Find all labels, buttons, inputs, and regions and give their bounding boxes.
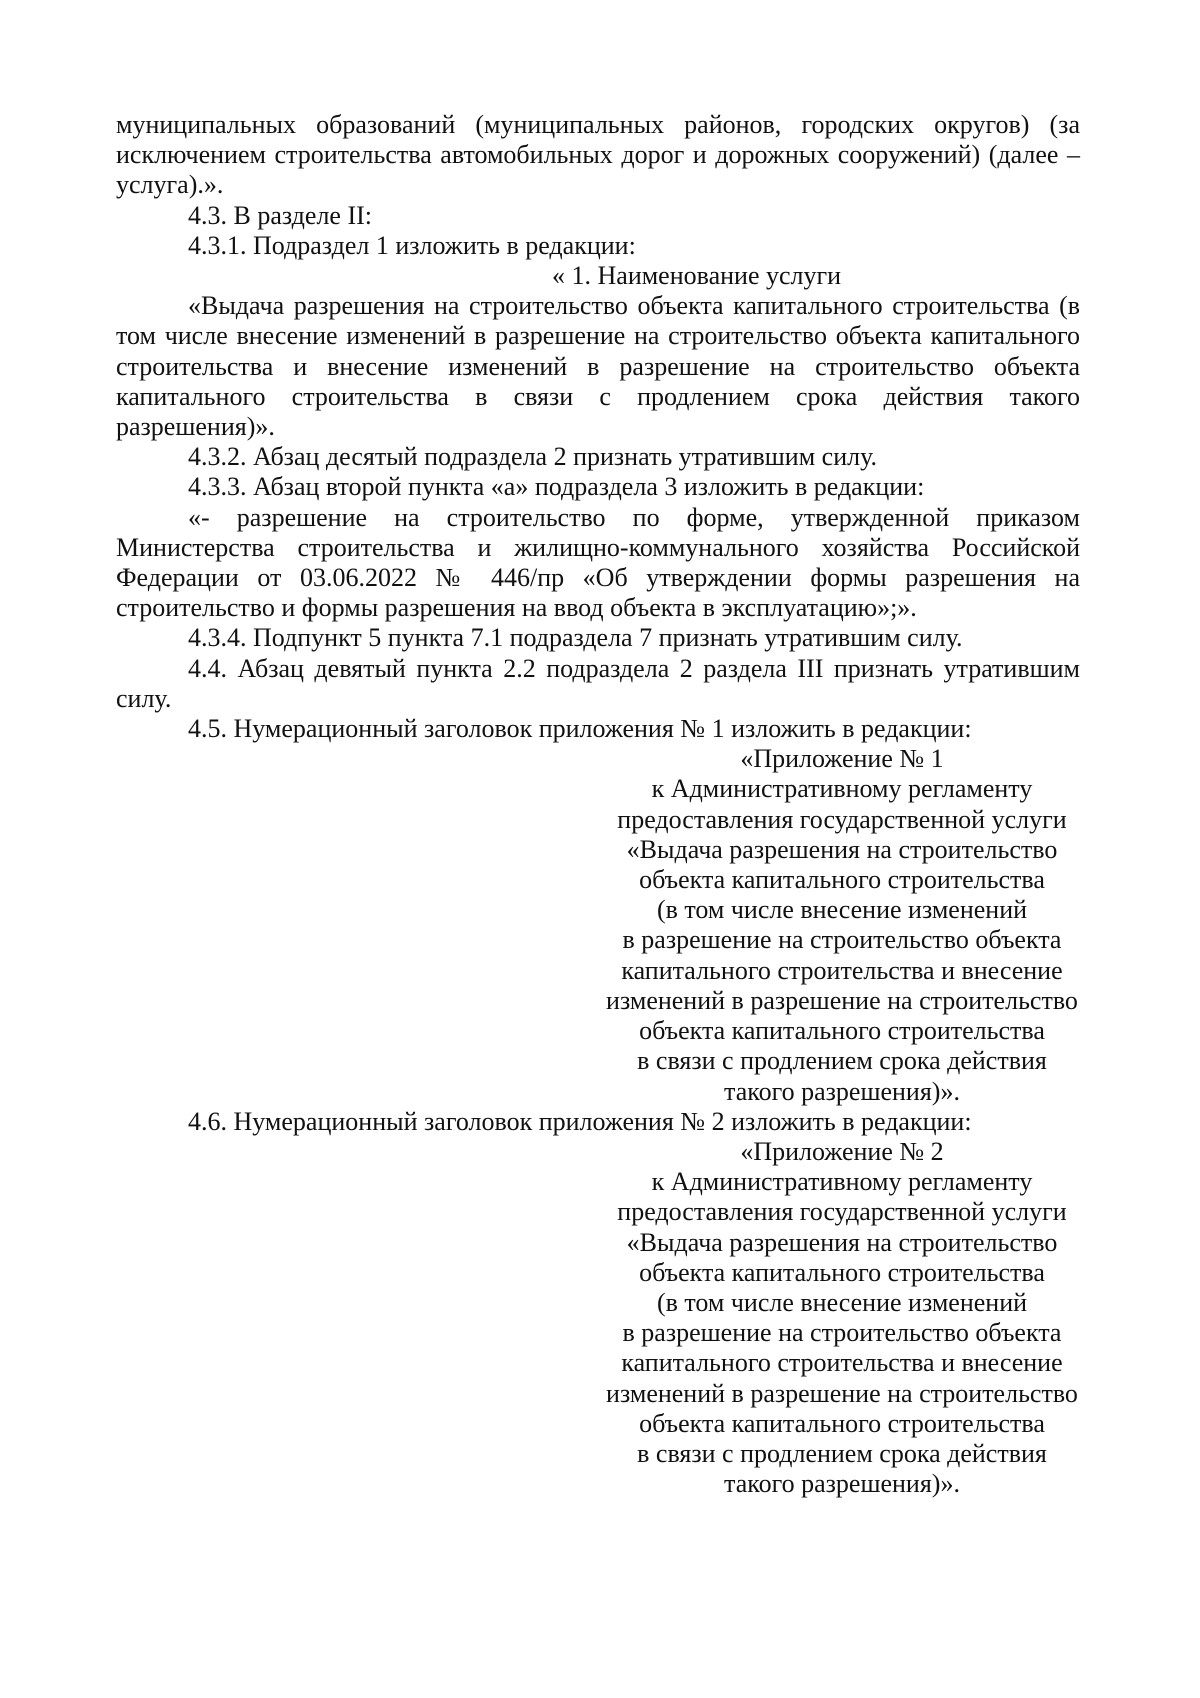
document-page bbox=[116, 110, 1080, 1499]
paragraph-4-3-3: 4.3.3. Абзац второй пункта «а» подраздела 3 изложить в редакции: bbox=[188, 472, 925, 502]
appendix-1-line: в связи с продлением срока действия bbox=[637, 1046, 1047, 1076]
paragraph-continuation-line-2: исключением строительства автомобильных дорог и дорожных сооружений) (далее – bbox=[116, 140, 1080, 170]
appendix-2-line: предоставления государственной услуги bbox=[617, 1197, 1067, 1227]
appendix-1-line: (в том числе внесение изменений bbox=[656, 895, 1028, 925]
appendix-2-line: в связи с продлением срока действия bbox=[637, 1438, 1047, 1468]
appendix-1-line: в разрешение на строительство объекта bbox=[622, 925, 1062, 955]
appendix-2-line: «Выдача разрешения на строительство bbox=[626, 1227, 1058, 1257]
paragraph-4-3-1: 4.3.1. Подраздел 1 изложить в редакции: bbox=[188, 230, 636, 260]
appendix-2-line: изменений в разрешение на строительство bbox=[606, 1378, 1078, 1408]
appendix-2-line: «Приложение № 2 bbox=[740, 1136, 944, 1166]
appendix-2-line: объекта капитального строительства bbox=[639, 1408, 1045, 1438]
paragraph-4-4: 4.4. Абзац девятый пункта 2.2 подраздела 2 раздела III признать утратившим силу. bbox=[116, 653, 1080, 713]
appendix-1-line: капитального строительства и внесение bbox=[621, 955, 1063, 985]
paragraph-continuation-line-1: муниципальных образований (муниципальных районов, городских округов) (за bbox=[116, 110, 1080, 139]
appendix-2-line: капитального строительства и внесение bbox=[621, 1348, 1063, 1378]
appendix-2-line: объекта капитального строительства bbox=[639, 1257, 1045, 1287]
appendix-2-line: такого разрешения)». bbox=[724, 1469, 960, 1499]
appendix-1-line: такого разрешения)». bbox=[724, 1076, 960, 1106]
paragraph-4-3-4: 4.3.4. Подпункт 5 пункта 7.1 подраздела 7 признать утратившим силу. bbox=[188, 623, 963, 653]
paragraph-continuation-line-3: услуга).». bbox=[116, 170, 224, 200]
appendix-2-line: к Административному регламенту bbox=[651, 1167, 1033, 1197]
appendix-2-header bbox=[604, 1137, 1080, 1499]
paragraph-4-3-2: 4.3.2. Абзац десятый подраздела 2 признать утратившим силу. bbox=[188, 442, 877, 472]
appendix-1-line: изменений в разрешение на строительство bbox=[606, 985, 1078, 1015]
subsection-heading: « 1. Наименование услуги bbox=[552, 261, 842, 291]
permit-form-paragraph: «- разрешение на строительство по форме, утвержденной приказом Министерства строительства и жилищно-коммунального хозяйства Российской Федерации от 03.06.2022 № 446/пр «Об утверждении формы разрешения на строительство и формы разрешения на ввод объекта в эксплуатацию»;». bbox=[116, 502, 1080, 623]
appendix-2-line: в разрешение на строительство объекта bbox=[622, 1318, 1062, 1348]
appendix-1-line: предоставления государственной услуги bbox=[617, 804, 1067, 834]
appendix-2-line: (в том числе внесение изменений bbox=[656, 1287, 1028, 1317]
appendix-1-line: «Выдача разрешения на строительство bbox=[626, 834, 1058, 864]
service-name-paragraph: «Выдача разрешения на строительство объекта капитального строительства (в том числе внесение изменений в разрешение на строительство объекта капитального строительства и внесение изменений в разрешение на строительство объекта капитального строительства в связи с продлением срока действия такого разрешения)». bbox=[116, 291, 1080, 442]
paragraph-4-5: 4.5. Нумерационный заголовок приложения № 1 изложить в редакции: bbox=[188, 714, 972, 744]
paragraph-4-3: 4.3. В разделе II: bbox=[188, 200, 373, 230]
appendix-1-line: «Приложение № 1 bbox=[740, 744, 944, 774]
appendix-1-header bbox=[604, 744, 1080, 1106]
appendix-1-line: объекта капитального строительства bbox=[639, 865, 1045, 895]
appendix-1-line: объекта капитального строительства bbox=[639, 1016, 1045, 1046]
paragraph-4-6: 4.6. Нумерационный заголовок приложения № 2 изложить в редакции: bbox=[188, 1106, 972, 1136]
appendix-1-line: к Административному регламенту bbox=[651, 774, 1033, 804]
